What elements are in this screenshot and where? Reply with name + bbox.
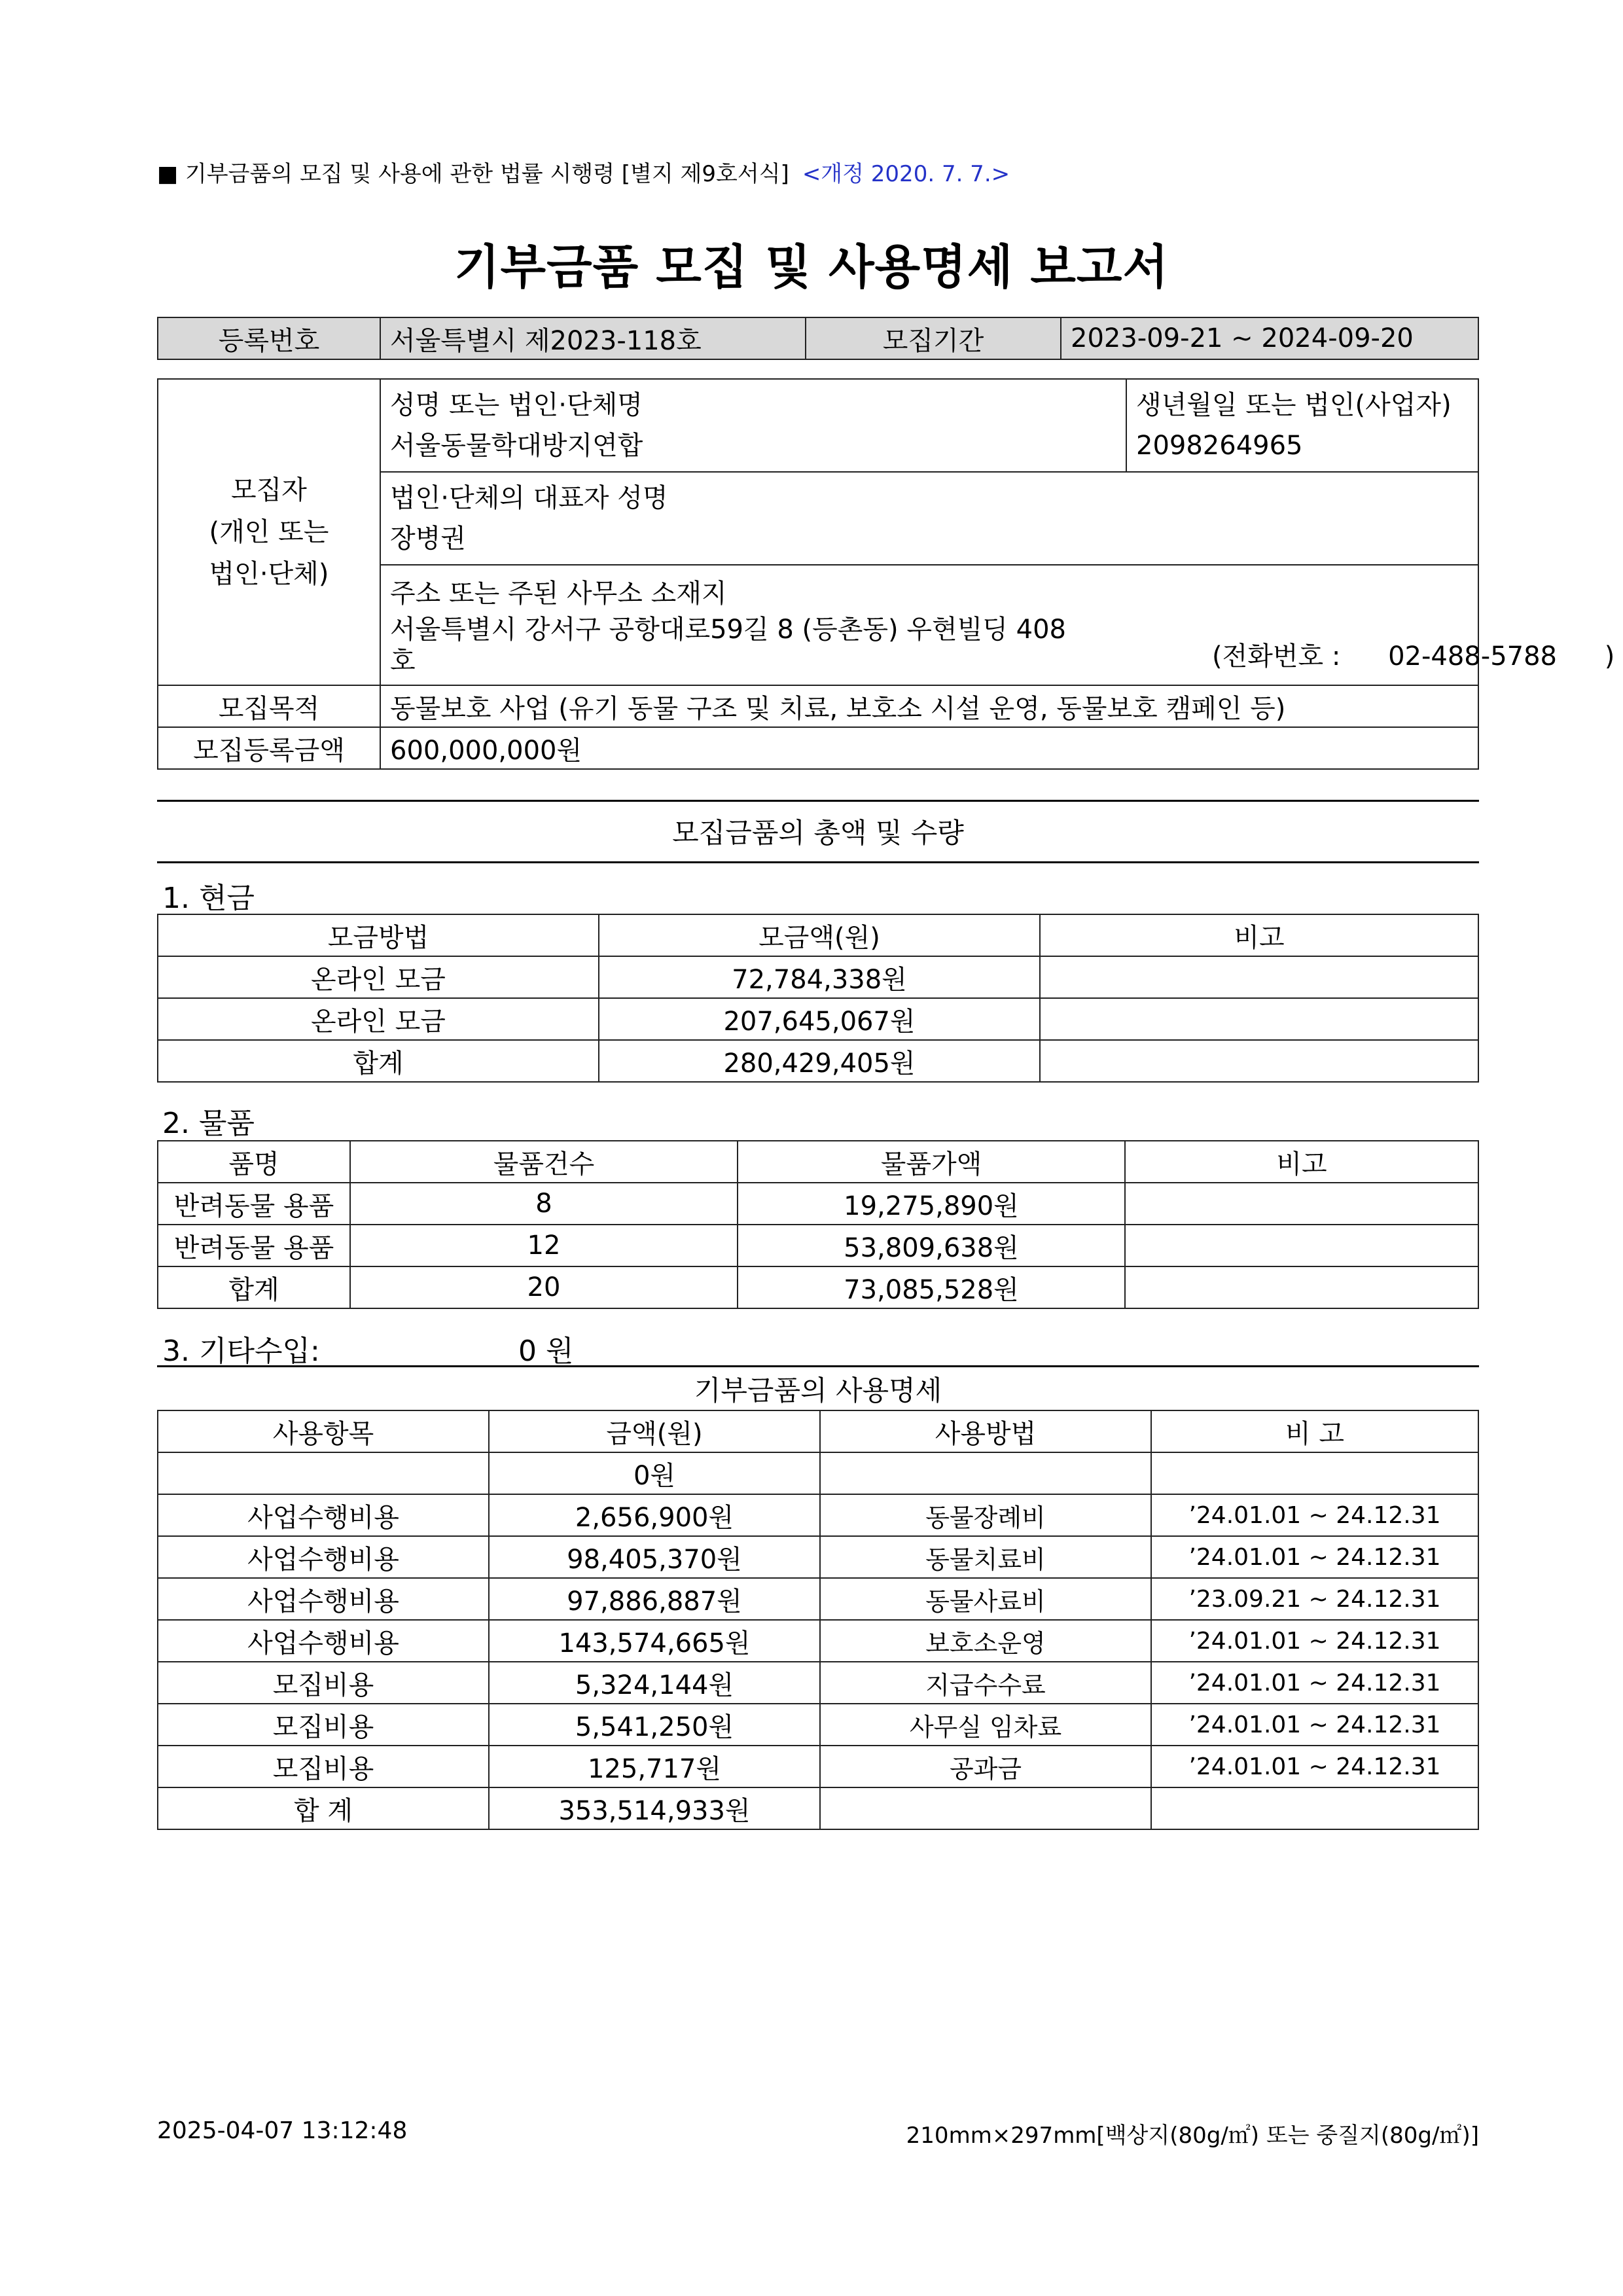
usage-cell: 5,541,250원 (489, 1704, 820, 1746)
collector-label-line2: (개인 또는 (209, 517, 329, 547)
goods-table (157, 1140, 1479, 1309)
usage-col-amount: 금액(원) (489, 1410, 820, 1452)
collector-birth-value: 2098264965 (1136, 431, 1303, 461)
collector-section-label (158, 379, 380, 685)
cash-cell (1040, 1040, 1478, 1082)
usage-cell: ’24.01.01 ~ 24.12.31 (1151, 1620, 1478, 1662)
collector-rep-cell (380, 472, 1478, 565)
table-row (158, 1040, 1478, 1082)
collector-label-line3: 법인·단체) (209, 559, 329, 589)
goods-heading: 2. 물품 (162, 1107, 255, 1140)
usage-cell: 2,656,900원 (489, 1494, 820, 1536)
goods-col-name: 품명 (158, 1141, 350, 1183)
table-row (158, 1662, 1478, 1704)
phone-close: ) (1604, 641, 1615, 672)
cash-table (157, 914, 1479, 1083)
cash-cell: 온라인 모금 (158, 956, 599, 998)
period-value: 2023-09-21 ~ 2024-09-20 (1061, 317, 1478, 359)
collector-rep-value: 장병권 (390, 524, 466, 554)
phone-label: (전화번호 : (1212, 641, 1341, 672)
usage-cell (1151, 1787, 1478, 1829)
cash-cell: 온라인 모금 (158, 998, 599, 1040)
form-reference-text: ■ 기부금품의 모집 및 사용에 관한 법률 시행령 [별지 제9호서식] (157, 161, 789, 187)
table-row (158, 1536, 1478, 1578)
goods-col-note: 비고 (1125, 1141, 1478, 1183)
usage-cell: 동물치료비 (820, 1536, 1151, 1578)
cash-cell (1040, 956, 1478, 998)
other-income-heading: 3. 기타수입: (162, 1335, 320, 1368)
usage-cell: 353,514,933원 (489, 1787, 820, 1829)
table-row (158, 1494, 1478, 1536)
usage-cell: ’24.01.01 ~ 24.12.31 (1151, 1536, 1478, 1578)
table-row (158, 998, 1478, 1040)
goods-cell: 73,085,528원 (738, 1266, 1125, 1308)
table-row (158, 1452, 1478, 1494)
phone-value: 02-488-5788 (1388, 641, 1557, 672)
cash-cell: 합계 (158, 1040, 599, 1082)
reg-amount-label: 모집등록금액 (158, 727, 380, 769)
divider (157, 800, 1479, 802)
goods-cell: 반려동물 용품 (158, 1225, 350, 1266)
form-reference (157, 156, 1010, 188)
goods-cell (1125, 1266, 1478, 1308)
usage-cell: ’24.01.01 ~ 24.12.31 (1151, 1704, 1478, 1746)
collector-addr-label: 주소 또는 주된 사무소 소재지 (390, 579, 727, 609)
table-row (158, 1225, 1478, 1266)
usage-cell: ’24.01.01 ~ 24.12.31 (1151, 1746, 1478, 1787)
usage-cell: ’24.01.01 ~ 24.12.31 (1151, 1494, 1478, 1536)
usage-cell: 98,405,370원 (489, 1536, 820, 1578)
table-row (158, 956, 1478, 998)
collector-name-label: 성명 또는 법인·단체명 (390, 390, 643, 420)
usage-cell (820, 1787, 1151, 1829)
divider (157, 861, 1479, 863)
collector-rep-label: 법인·단체의 대표자 성명 (390, 483, 668, 513)
revision-note: <개정 2020. 7. 7.> (802, 161, 1010, 187)
usage-table (157, 1410, 1479, 1830)
usage-cell: 동물사료비 (820, 1578, 1151, 1620)
cash-col-note: 비고 (1040, 914, 1478, 956)
usage-cell: 사업수행비용 (158, 1536, 489, 1578)
usage-cell: 모집비용 (158, 1746, 489, 1787)
page-title: 기부금품 모집 및 사용명세 보고서 (454, 240, 1169, 295)
collector-name-value: 서울동물학대방지연합 (390, 431, 643, 461)
usage-col-note: 비 고 (1151, 1410, 1478, 1452)
other-income-value: 0 원 (518, 1335, 574, 1368)
collector-addr-value: 서울특별시 강서구 공항대로59길 8 (등촌동) 우현빌딩 408호 (390, 615, 1066, 676)
goods-col-value: 물품가액 (738, 1141, 1125, 1183)
registration-table (157, 317, 1479, 360)
usage-cell: 공과금 (820, 1746, 1151, 1787)
usage-cell: 사업수행비용 (158, 1578, 489, 1620)
usage-cell: 사업수행비용 (158, 1494, 489, 1536)
cash-heading: 1. 현금 (162, 882, 255, 915)
footer-timestamp: 2025-04-07 13:12:48 (157, 2117, 408, 2144)
goods-cell: 12 (350, 1225, 738, 1266)
table-row (158, 1183, 1478, 1225)
usage-cell: 합 계 (158, 1787, 489, 1829)
usage-cell: 동물장례비 (820, 1494, 1151, 1536)
cash-cell: 207,645,067원 (599, 998, 1040, 1040)
goods-cell (1125, 1225, 1478, 1266)
usage-cell: 지급수수료 (820, 1662, 1151, 1704)
collector-birth-cell (1126, 379, 1478, 472)
usage-cell: 125,717원 (489, 1746, 820, 1787)
usage-title: 기부금품의 사용명세 (694, 1374, 942, 1407)
usage-cell: 모집비용 (158, 1662, 489, 1704)
usage-cell: 보호소운영 (820, 1620, 1151, 1662)
totals-title: 모집금품의 총액 및 수량 (672, 817, 964, 849)
goods-cell: 20 (350, 1266, 738, 1308)
usage-cell: 143,574,665원 (489, 1620, 820, 1662)
table-row (158, 1620, 1478, 1662)
goods-cell: 합계 (158, 1266, 350, 1308)
usage-cell (1151, 1452, 1478, 1494)
usage-cell: 사무실 임차료 (820, 1704, 1151, 1746)
goods-cell: 19,275,890원 (738, 1183, 1125, 1225)
usage-cell: 0원 (489, 1452, 820, 1494)
collector-table (157, 378, 1615, 770)
cash-cell (1040, 998, 1478, 1040)
collector-addr-cell (380, 565, 1615, 685)
collector-label-line1: 모집자 (231, 475, 307, 505)
cash-cell: 280,429,405원 (599, 1040, 1040, 1082)
usage-col-method: 사용방법 (820, 1410, 1151, 1452)
usage-cell: ’23.09.21 ~ 24.12.31 (1151, 1578, 1478, 1620)
divider (157, 1365, 1479, 1367)
goods-cell: 53,809,638원 (738, 1225, 1125, 1266)
usage-cell: 사업수행비용 (158, 1620, 489, 1662)
collector-birth-label: 생년월일 또는 법인(사업자) (1136, 390, 1452, 420)
usage-cell: ’24.01.01 ~ 24.12.31 (1151, 1662, 1478, 1704)
purpose-value: 동물보호 사업 (유기 동물 구조 및 치료, 보호소 시설 운영, 동물보호 캠페인 등) (380, 685, 1478, 727)
reg-number-value: 서울특별시 제2023-118호 (380, 317, 806, 359)
goods-col-count: 물품건수 (350, 1141, 738, 1183)
usage-cell (820, 1452, 1151, 1494)
table-row (158, 1266, 1478, 1308)
table-row (158, 1787, 1478, 1829)
goods-cell (1125, 1183, 1478, 1225)
reg-amount-value: 600,000,000원 (380, 727, 1478, 769)
footer-paper-spec: 210mm×297mm[백상지(80g/㎡) 또는 중질지(80g/㎡)] (906, 2123, 1479, 2149)
collector-name-cell (380, 379, 1126, 472)
usage-cell: 모집비용 (158, 1704, 489, 1746)
table-row (158, 1578, 1478, 1620)
cash-cell: 72,784,338원 (599, 956, 1040, 998)
collector-phone (1212, 636, 1614, 677)
cash-col-method: 모금방법 (158, 914, 599, 956)
goods-cell: 8 (350, 1183, 738, 1225)
usage-col-item: 사용항목 (158, 1410, 489, 1452)
goods-cell: 반려동물 용품 (158, 1183, 350, 1225)
table-row (158, 1746, 1478, 1787)
usage-cell (158, 1452, 489, 1494)
usage-cell: 5,324,144원 (489, 1662, 820, 1704)
usage-cell: 97,886,887원 (489, 1578, 820, 1620)
purpose-label: 모집목적 (158, 685, 380, 727)
period-label: 모집기간 (806, 317, 1061, 359)
table-row (158, 1704, 1478, 1746)
cash-col-amount: 모금액(원) (599, 914, 1040, 956)
reg-number-label: 등록번호 (158, 317, 380, 359)
